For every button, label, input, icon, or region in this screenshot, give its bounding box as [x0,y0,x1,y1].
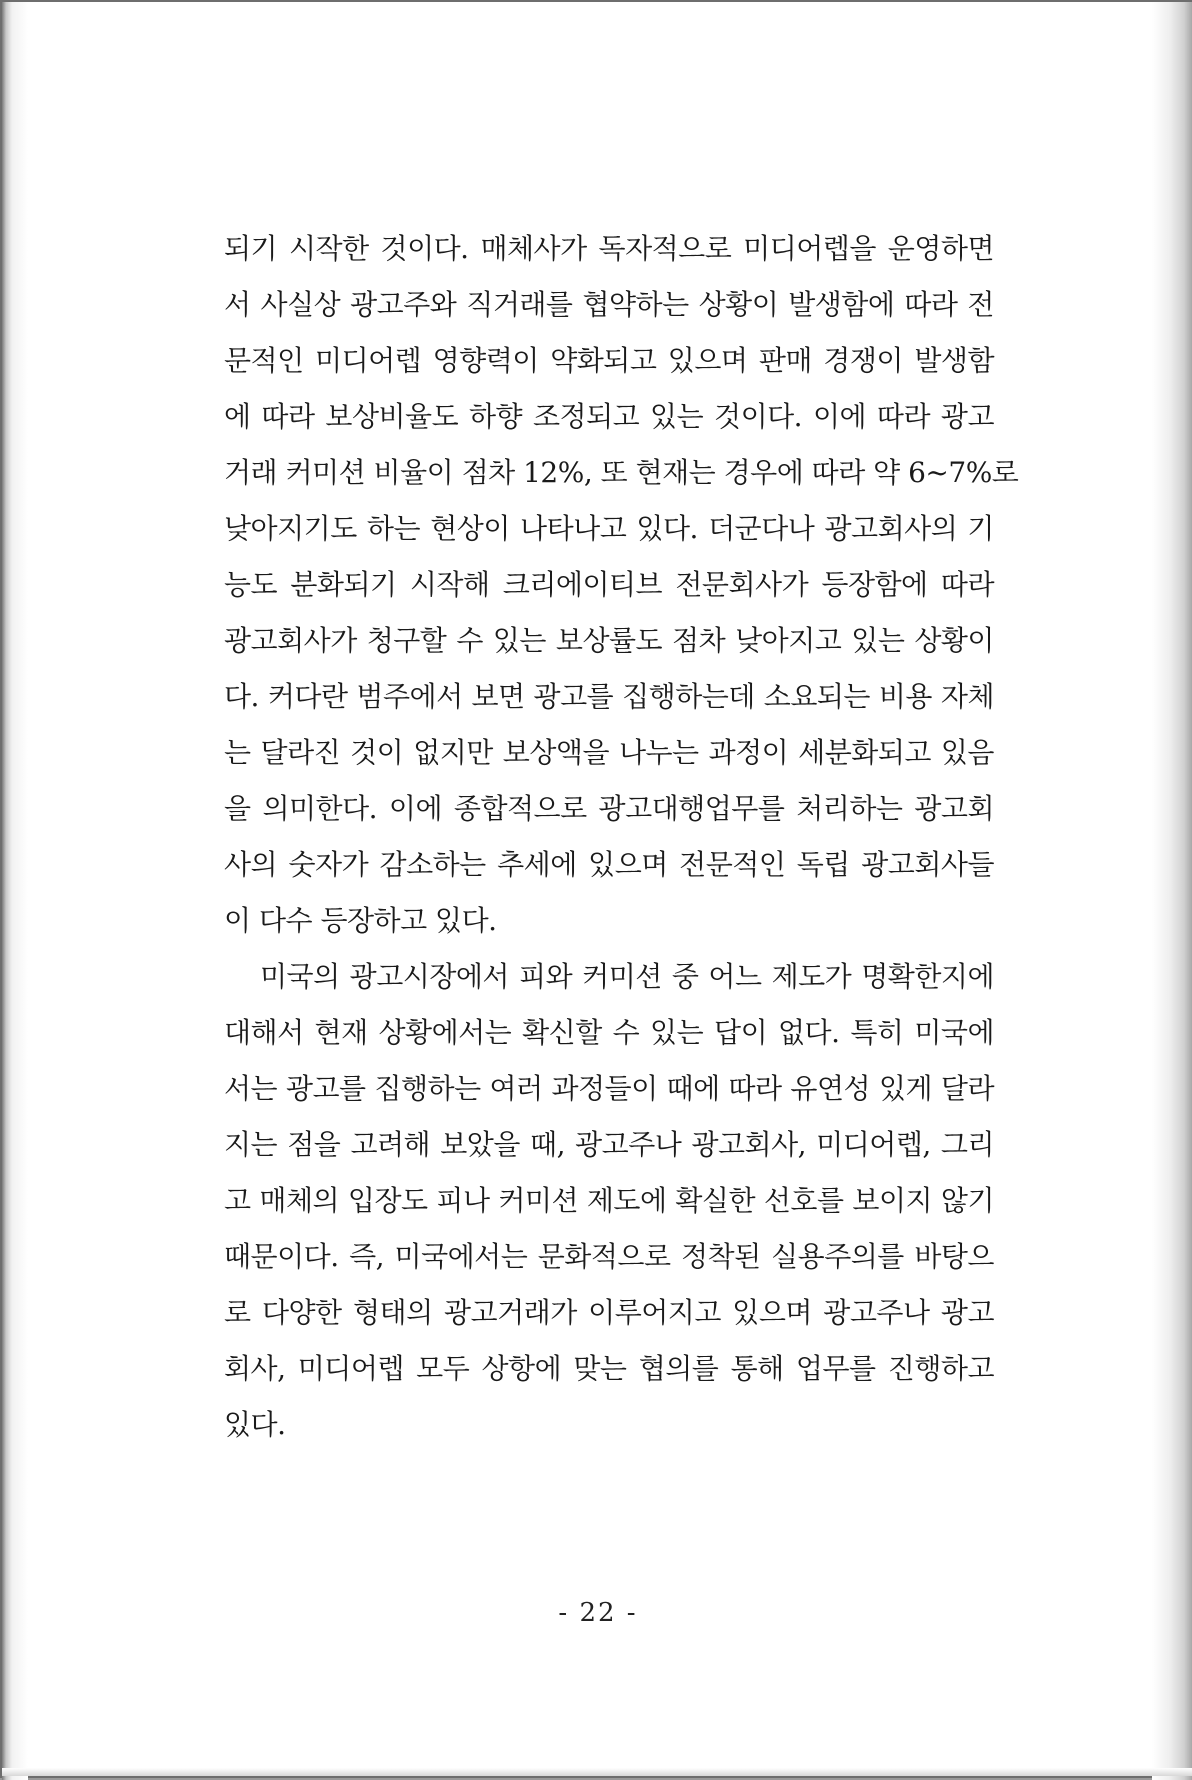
text-line: 광고회사가 청구할 수 있는 보상률도 점차 낮아지고 있는 상황이 [224,624,994,657]
text-line: 문적인 미디어렙 영향력이 약화되고 있으며 판매 경쟁이 발생함 [224,344,994,377]
text-line: 고 매체의 입장도 피나 커미션 제도에 확실한 선호를 보이지 않기 [224,1184,994,1217]
page-spine-shadow [2,2,28,1780]
body-text [224,221,1019,1453]
text-line: 는 달라진 것이 없지만 보상액을 나누는 과정이 세분화되고 있음 [224,736,994,769]
text-line: 서 사실상 광고주와 직거래를 협약하는 상황이 발생함에 따라 전 [224,288,994,321]
paragraph [224,221,1019,949]
page-bottom-edge [2,1768,1192,1776]
text-line: 지는 점을 고려해 보았을 때, 광고주나 광고회사, 미디어렙, 그리 [224,1128,994,1161]
paragraph [224,949,994,1453]
text-line: 을 의미한다. 이에 종합적으로 광고대행업무를 처리하는 광고회 [224,792,994,825]
page-number: - 22 - [558,1598,638,1628]
text-line: 로 다양한 형태의 광고거래가 이루어지고 있으며 광고주나 광고 [224,1296,994,1329]
text-line: 이 다수 등장하고 있다. [224,904,497,937]
text-line: 능도 분화되기 시작해 크리에이티브 전문회사가 등장함에 따라 [224,568,994,601]
text-line: 사의 숫자가 감소하는 추세에 있으며 전문적인 독립 광고회사들 [224,848,994,881]
text-line: 되기 시작한 것이다. 매체사가 독자적으로 미디어렙을 운영하면 [224,232,994,265]
text-line: 회사, 미디어렙 모두 상항에 맞는 협의를 통해 업무를 진행하고 [224,1352,994,1385]
page-edge-shadow [1152,2,1192,1780]
text-line: 에 따라 보상비율도 하향 조정되고 있는 것이다. 이에 따라 광고 [224,400,994,433]
text-line: 때문이다. 즉, 미국에서는 문화적으로 정착된 실용주의를 바탕으 [224,1240,994,1273]
text-line: 대해서 현재 상황에서는 확신할 수 있는 답이 없다. 특히 미국에 [224,1016,994,1049]
text-line: 다. 커다란 범주에서 보면 광고를 집행하는데 소요되는 비용 자체 [224,680,994,713]
text-line: 서는 광고를 집행하는 여러 과정들이 때에 따라 유연성 있게 달라 [224,1072,994,1105]
text-line: 미국의 광고시장에서 피와 커미션 중 어느 제도가 명확한지에 [260,960,994,993]
text-line: 낮아지기도 하는 현상이 나타나고 있다. 더군다나 광고회사의 기 [224,512,994,545]
text-line: 거래 커미션 비율이 점차 12%, 또 현재는 경우에 따라 약 6~7%로 [224,456,1019,489]
text-line: 있다. [224,1408,286,1441]
